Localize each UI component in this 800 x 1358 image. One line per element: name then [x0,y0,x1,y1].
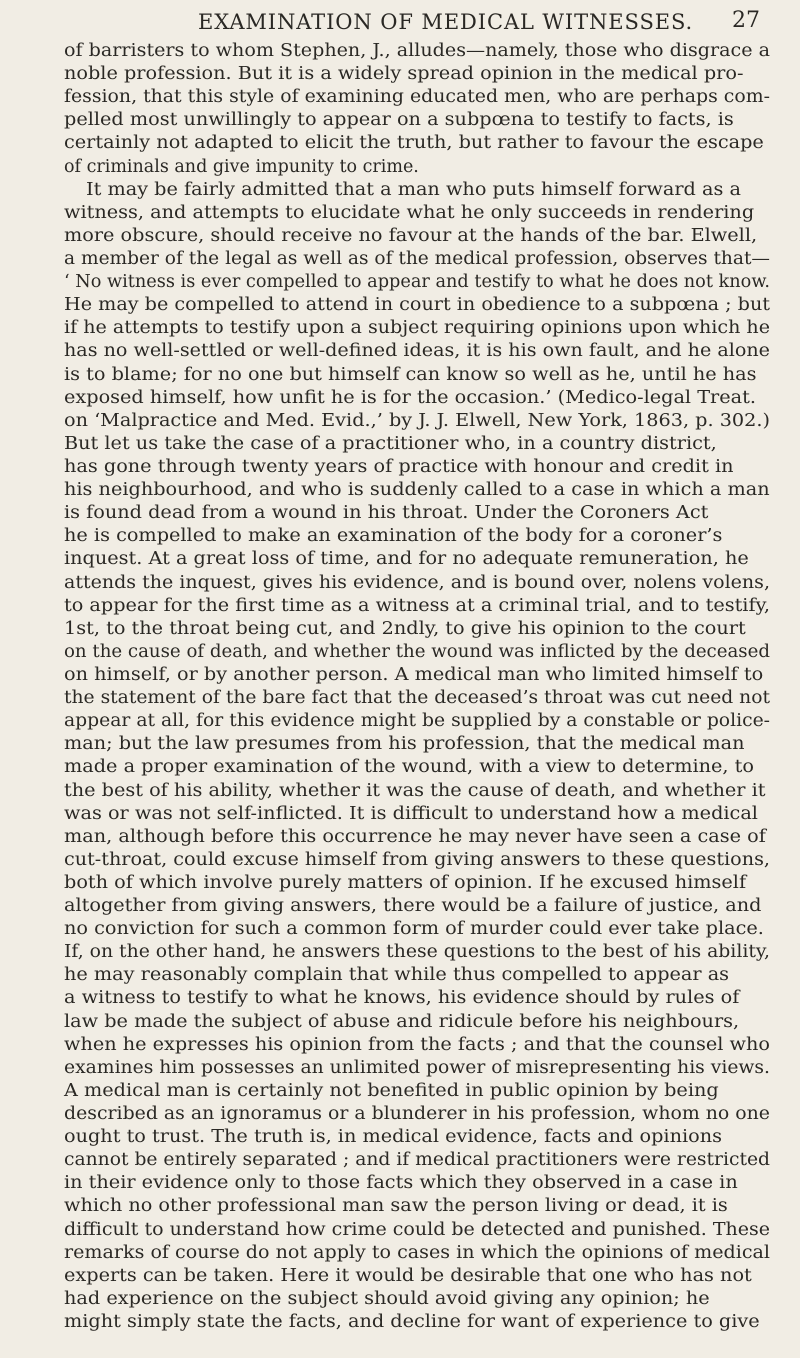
text-line: has gone through twenty years of practice with honour and credit in [64,456,734,477]
text-line: exposed himself, how unfit he is for the occasion.’ (Medico-legal Treat. [64,387,756,408]
text-line: more obscure, should receive no favour at the hands of the bar. Elwell, [64,225,758,246]
text-line: in their evidence only to those facts which they observed in a case in [64,1173,738,1194]
text-line: a member of the legal as well as of the medical profession, observes that— [64,248,770,269]
text-line: is found dead from a wound in his throat. Under the Coroners Act [64,503,709,524]
text-line: if he attempts to testify upon a subject requiring opinions upon which he [64,318,770,339]
text-line: examines him possesses an unlimited power of misrepresenting his views. [64,1057,770,1078]
text-line: 1st, to the throat being cut, and 2ndly, to give his opinion to the court [64,618,746,639]
text-line: attends the inquest, gives his evidence, and is bound over, nolens volens, [64,572,770,593]
text-line: cut-throat, could excuse himself from giving answers to these questions, [64,849,770,870]
text-line: certainly not adapted to elicit the truth, but rather to favour the escape [64,133,764,154]
text-line: he is compelled to make an examination of the body for a coroner’s [64,526,723,547]
text-line: of criminals and give impunity to crime. [64,156,419,177]
text-line: witness, and attempts to elucidate what he only succeeds in rendering [64,202,755,223]
text-line: pelled most unwillingly to appear on a subpœna to testify to facts, is [64,110,734,131]
text-line: on himself, or by another person. A medical man who limited himself to [64,664,764,685]
text-line: He may be compelled to attend in court in obedience to a subpœna ; but [64,295,770,316]
text-line: no conviction for such a common form of murder could ever take place. [64,919,764,940]
text-line: the statement of the bare fact that the deceased’s throat was cut need not [64,688,770,709]
text-line: which no other professional man saw the person living or dead, it is [64,1196,728,1217]
text-line: a witness to testify to what he knows, his evidence should by rules of [64,988,740,1009]
text-line: experts can be taken. Here it would be desirable that one who has not [64,1265,752,1286]
text-line: both of which involve purely matters of opinion. If he excused himself [64,872,747,893]
text-line: A medical man is certainly not benefited in public opinion by being [64,1080,719,1101]
page-number: 27 [732,8,760,33]
text-line: man; but the law presumes from his profession, that the medical man [64,734,745,755]
text-line: when he expresses his opinion from the facts ; and that the counsel who [64,1034,770,1055]
text-line: was or was not self-inflicted. It is difficult to understand how a medical [64,803,758,824]
running-head: EXAMINATION OF MEDICAL WITNESSES. [198,10,694,34]
text-line: is to blame; for no one but himself can know so well as he, until he has [64,364,757,385]
text-line: his neighbourhood, and who is suddenly called to a case in which a man [64,480,770,501]
text-line: he may reasonably complain that while thus compelled to appear as [64,965,730,986]
text-line: inquest. At a great loss of time, and for no adequate remuneration, he [64,549,749,570]
text-line: made a proper examination of the wound, with a view to determine, to [64,757,754,778]
text-line: had experience on the subject should avoid giving any opinion; he [64,1288,710,1309]
text-line: noble profession. But it is a widely spread opinion in the medical pro- [64,64,744,85]
text-line: cannot be entirely separated ; and if medical practitioners were restricted [64,1150,771,1171]
text-line: described as an ignoramus or a blunderer in his profession, whom no one [64,1104,770,1125]
text-line: has no well-settled or well-defined ideas, it is his own fault, and he alone [64,341,770,362]
text-line: the best of his ability, whether it was the cause of death, and whether it [64,780,766,801]
text-line: fession, that this style of examining educated men, who are perhaps com- [64,87,770,108]
text-line: law be made the subject of abuse and ridicule before his neighbours, [64,1011,740,1032]
text-line: remarks of course do not apply to cases in which the opinions of medical [64,1242,770,1263]
text-line: altogether from giving answers, there would be a failure of justice, and [64,896,762,917]
text-line: might simply state the facts, and decline for want of experience to give [64,1312,760,1333]
text-line: If, on the other hand, he answers these questions to the best of his ability, [64,942,770,963]
text-line: difficult to understand how crime could be detected and punished. These [64,1219,770,1240]
text-line: on ‘Malpractice and Med. Evid.,’ by J. J. Elwell, New York, 1863, p. 302.) [64,410,770,431]
text-line: But let us take the case of a practitioner who, in a country district, [64,433,717,454]
text-line: appear at all, for this evidence might be supplied by a constable or police- [64,711,770,732]
text-line: ought to trust. The truth is, in medical evidence, facts and opinions [64,1127,723,1148]
text-line: It may be fairly admitted that a man who puts himself forward as a [86,179,741,200]
page-header [0,6,800,36]
text-line: of barristers to whom Stephen, J., alludes—namely, those who disgrace a [64,41,770,61]
text-line: to appear for the first time as a witness at a criminal trial, and to testify, [64,595,770,616]
text-line: on the cause of death, and whether the wound was inflicted by the deceased [64,641,770,662]
text-line: ‘ No witness is ever compelled to appear and testify to what he does not know. [64,272,771,293]
text-line: man, although before this occurrence he may never have seen a case of [64,826,766,847]
body-text [64,40,771,1334]
